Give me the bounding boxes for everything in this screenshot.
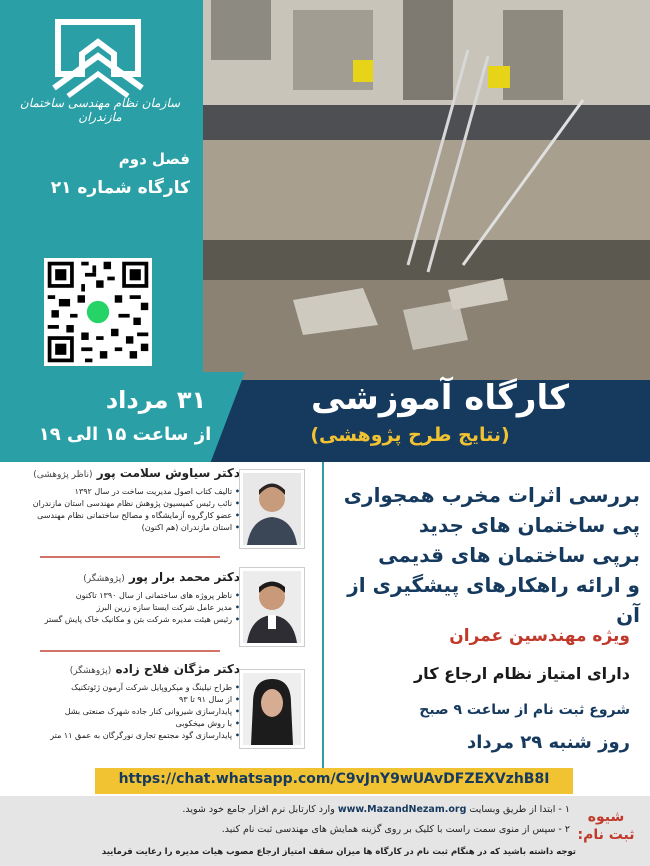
speaker-role: (پژوهشگر) [69, 666, 112, 676]
person-icon [243, 571, 301, 643]
step-text: وارد کارتابل نرم افزار جامع خود شوید. [182, 804, 335, 815]
topic-text [330, 480, 640, 630]
speaker-name [33, 466, 240, 480]
event-subtitle: (نتایج طرح پژوهشی) [310, 424, 510, 446]
topic-line: و ارائه راهکارهای پیشگیری از آن [347, 573, 640, 627]
org-name: سازمان نظام مهندسی ساختمان مازندران [19, 96, 181, 124]
qr-code-icon[interactable] [44, 258, 152, 366]
construction-photo [203, 0, 650, 380]
speaker-bullets [4, 590, 240, 626]
speaker-bullet: • پایدارسازی شیروانی کنار جاده شهرک صنعتی بشل [4, 706, 240, 718]
event-title: کارگاه آموزشی [311, 378, 569, 418]
speaker-bullet: • رئیس هیئت مدیره شرکت بتن و مکانیک خاک پایش گستر [4, 614, 240, 626]
event-date: ۳۱ مرداد [105, 386, 207, 414]
avatar [240, 568, 304, 646]
topic-line: بررسی اثرات مخرب همجواری [343, 483, 640, 507]
speaker-bullets [4, 682, 240, 742]
registration-step-2: ۲ - سپس از منوی سمت راست با کلیک بر روی گزینه همایش های مهندسی ثبت نام کنید. [221, 824, 570, 835]
speaker-bullet: • پایدارسازی گود مجتمع تجاری نورگرگان به عمق ۱۱ متر [4, 730, 240, 742]
divider [40, 556, 220, 558]
points-label: دارای امتیاز نظام ارجاع کار [413, 664, 630, 683]
workshop-number: کارگاه شماره ۲۱ [50, 178, 190, 198]
divider [40, 650, 220, 652]
audience-label: ویژه مهندسین عمران [449, 626, 630, 646]
brand-panel [0, 0, 203, 380]
link-bar [95, 768, 573, 794]
speaker-name [70, 662, 240, 676]
speakers-panel [0, 462, 324, 774]
speaker-bullet: • ناظر پروژه های ساختمانی از سال ۱۳۹۰ تاکنون [4, 590, 240, 602]
registration-title-line: ثبت نام: [577, 827, 635, 843]
registration-day: روز شنبه ۲۹ مرداد [466, 732, 630, 753]
whatsapp-link[interactable]: https://chat.whatsapp.com/C9vJnY9wUAvDFZEXVzhB8I [118, 771, 550, 787]
registration-note: توجه داشته باشید که در هنگام ثبت نام در کارگاه ها میزان سقف امتیاز ارجاع مصوب هیات مدیره را رعایت فرمایید [101, 847, 576, 857]
topic-line: پی ساختمان های جدید [418, 513, 640, 537]
event-time: از ساعت ۱۵ الی ۱۹ [38, 424, 212, 445]
speaker-bullet: • مدیر عامل شرکت ایستا سازه زرین البرز [4, 602, 240, 614]
speaker-role: (ناظر پژوهشی) [33, 470, 93, 480]
speaker-name-text: دکتر محمد برار پور [128, 570, 240, 584]
season-label: فصل دوم [118, 150, 190, 168]
org-logo-icon [44, 18, 152, 98]
website-link[interactable]: www.MazandNezam.org [337, 804, 467, 815]
speaker-name [83, 570, 240, 584]
registration-step-1 [60, 804, 570, 815]
speaker-role: (پژوهشگر) [83, 574, 125, 584]
speaker-bullet: • طراح نیلینگ و میکروپایل شرکت آرمون ژئوتکنیک [4, 682, 240, 694]
step-text: ۱ - ابتدا از طریق وبسایت [469, 804, 570, 815]
speaker-name-text: دکتر سیاوش سلامت پور [96, 466, 240, 480]
topic-line: برپی ساختمان های قدیمی [378, 543, 640, 567]
person-icon [243, 673, 301, 745]
speaker-bullet: • با روش میخکوبی [4, 718, 240, 730]
registration-start: شروع ثبت نام از ساعت ۹ صبح [419, 702, 630, 718]
registration-title [574, 808, 638, 844]
speaker-name-text: دکتر مژگان فلاح زاده [115, 662, 240, 676]
registration-title-line: شیوه [587, 809, 625, 825]
person-icon [243, 473, 301, 545]
speaker-bullet: • استان مازندران (هم اکنون) [4, 522, 240, 534]
speaker-bullet: • از سال ۹۱ تا ۹۳ [4, 694, 240, 706]
avatar [240, 470, 304, 548]
speaker-bullets [4, 486, 240, 534]
avatar [240, 670, 304, 748]
speaker-bullet: • تالیف کتاب اصول مدیریت ساخت در سال ۱۳۹۲ [4, 486, 240, 498]
speaker-bullet: • نائب رئیس کمیسیون پژوهش نظام مهندسی استان مازندران [4, 498, 240, 510]
speaker-bullet: • عضو کارگروه آزمایشگاه و مصالح ساختمانی نظام مهندسی [4, 510, 240, 522]
